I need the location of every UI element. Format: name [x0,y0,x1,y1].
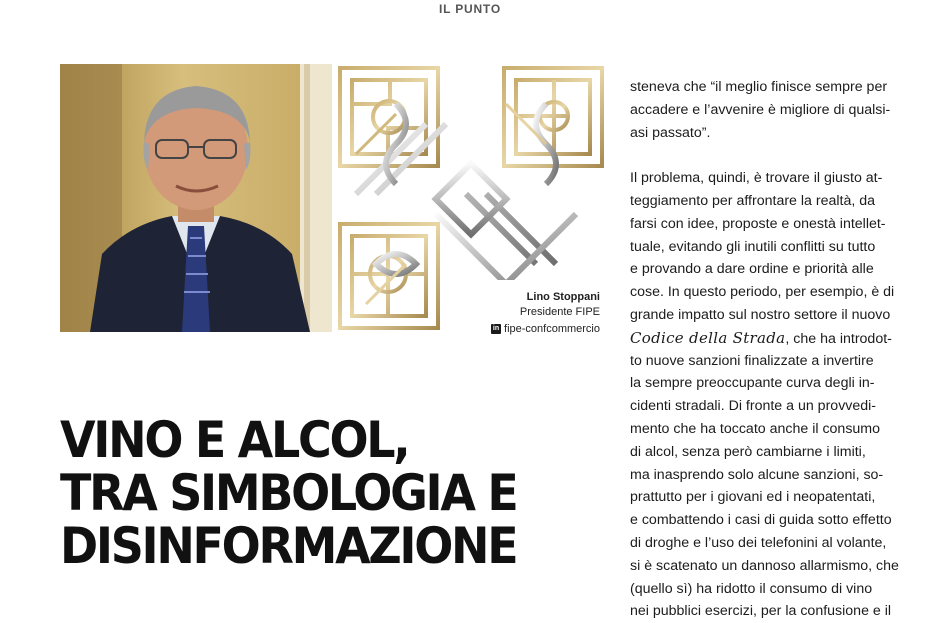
script-phrase: Codice della Strada [630,328,786,347]
body-line: to nuove sanzioni finalizzate a invertire [630,352,874,369]
body-line: e provando a dare ordine e priorità alle [630,261,874,278]
author-social[interactable] [491,322,600,337]
headline-line: DISINFORMAZIONE [60,517,517,575]
author-photo [60,64,332,332]
body-line: si è scatenato un dannoso allarmismo, che [630,557,899,574]
body-line [630,327,892,350]
article-column [630,76,899,623]
body-line: grande impatto sul nostro settore il nuovo [630,306,891,323]
body-line: (quello sì) ha ridotto il consumo di vino [630,580,873,597]
body-line: cose. In questo periodo, per esempio, è di [630,284,895,301]
author-social-handle[interactable]: fipe-confcommercio [504,322,600,335]
headline-line: VINO E ALCOL, [60,411,409,469]
article-headline [60,411,575,575]
body-line: cidenti stradali. Di fronte a un provvedi- [630,398,877,415]
body-line: teggiamento per affrontare la realtà, da [630,192,876,209]
body-line: di droghe e l’uso dei telefonini al volante, [630,534,887,551]
body-line: Il problema, quindi, è trovare il giusto at- [630,170,883,187]
body-line: ma inasprendo solo alcune sanzioni, so- [630,466,884,483]
body-line: tuale, evitando gli inutili conflitti su tutto [630,238,876,255]
body-line: accadere e l’avvenire è migliore di qualsi- [630,101,891,118]
body-line: mento che ha toccato anche il consumo [630,420,881,437]
section-label: IL PUNTO [439,2,501,16]
body-line: asi passato”. [630,124,711,141]
body-line: e combattendo i casi di guida sotto effetto [630,512,892,529]
linkedin-icon: in [492,325,500,332]
headline-line: TRA SIMBOLOGIA E [60,464,517,522]
author-name: Lino Stoppani [526,291,600,303]
body-line: nei pubblici esercizi, per la confusione e il [630,603,892,620]
author-caption [470,290,600,337]
author-role: Presidente FIPE [519,306,600,318]
body-line: steneva che “il meglio finisce sempre per [630,79,888,95]
body-line: di alcol, senza però cambiarne i limiti, [630,443,866,460]
body-line: farsi con idee, proposte e onestà intellet- [630,215,886,232]
body-line: la sempre preoccupante curva degli in- [630,375,875,392]
paragraph-gap [630,144,888,167]
body-line-rest: , che ha introdot- [785,330,892,347]
body-line: prattutto per i giovani ed i neopatentati, [630,489,876,506]
